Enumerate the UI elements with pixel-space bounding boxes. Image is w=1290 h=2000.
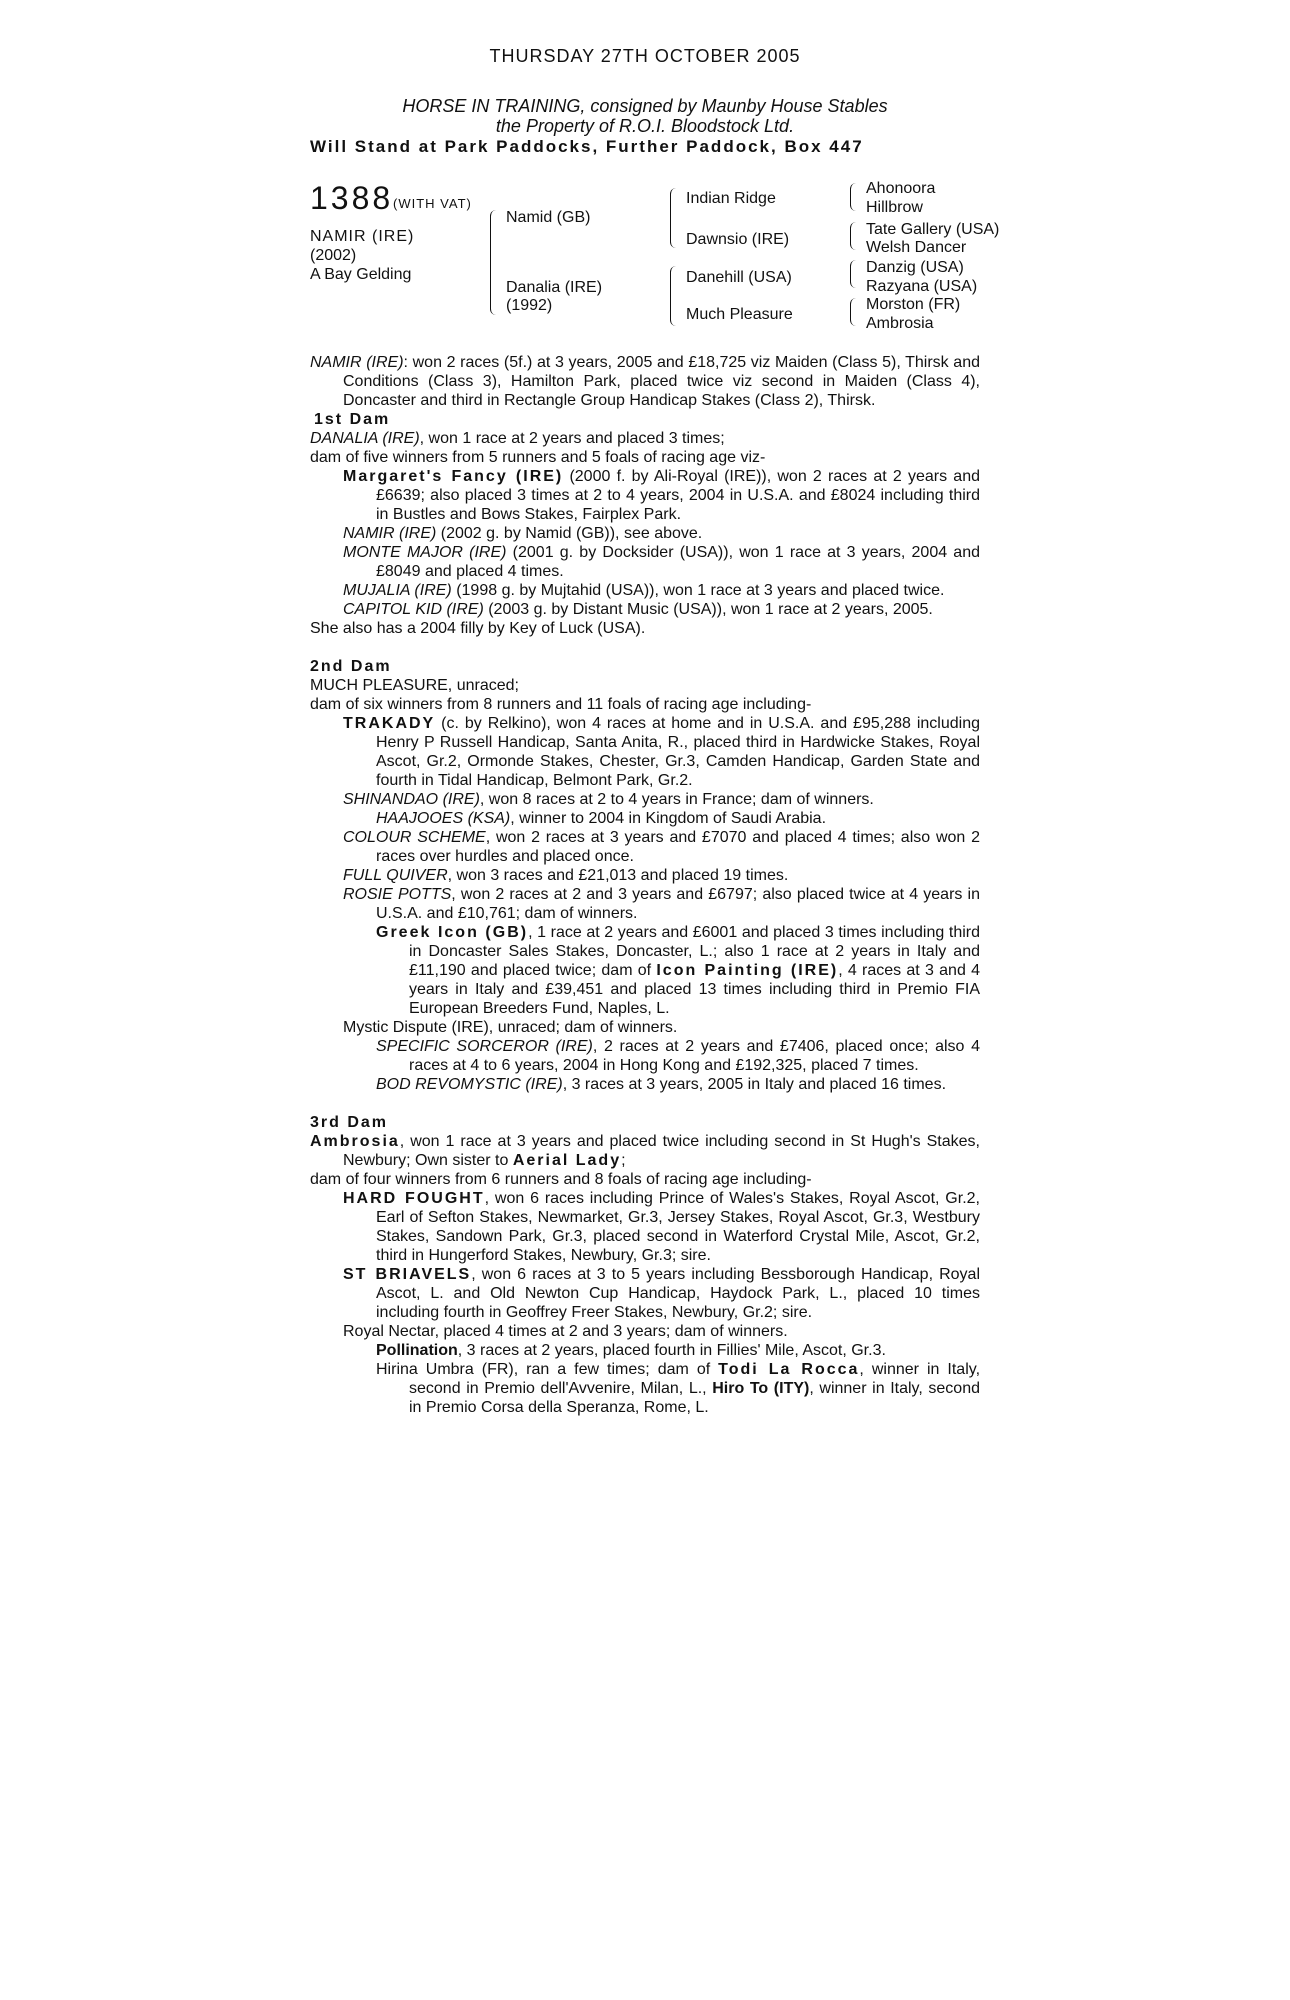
first-dam-heading: 1st Dam — [314, 411, 391, 428]
produce-namir: NAMIR (IRE) (2002 g. by Namid (GB)), see above. — [343, 525, 703, 542]
pedigree-ddd: Ambrosia — [866, 315, 934, 332]
pedigree-brace-1 — [490, 210, 499, 315]
third-dam-line: Ambrosia, won 1 race at 3 years and placed twice including second in St Hugh's Stakes, Newbury; Own sister to Aerial Lady; — [310, 1133, 980, 1169]
namir-record: NAMIR (IRE): won 2 races (5f.) at 3 years, 2005 and £18,725 viz Maiden (Class 5), Thirsk and Conditions (Class 3), Hamilton Park, placed twice viz second in Maiden (Class 4), Doncaster and third in Rectangle Group Handicap Stakes (Class 2), Thirsk. — [310, 354, 981, 409]
pedigree-dds: Morston (FR) — [866, 296, 961, 313]
produce-royal-nectar: Royal Nectar, placed 4 times at 2 and 3 years; dam of winners. — [343, 1323, 788, 1340]
produce-specific-sorceror: SPECIFIC SORCEROR (IRE), 2 races at 2 years and £7406, placed once; also 4 races at 4 to 6 years, 2004 in Hong Kong and £192,325, placed 7 times. — [376, 1038, 981, 1074]
produce-colour-scheme: COLOUR SCHEME, won 2 races at 3 years and £7070 and placed 4 times; also won 2 races over hurdles and placed once. — [343, 829, 980, 865]
pedigree-sire-dam: Dawnsio (IRE) — [686, 231, 790, 248]
pedigree-ssd: Hillbrow — [866, 199, 923, 216]
produce-mujalia: MUJALIA (IRE) (1998 g. by Mujtahid (USA)), won 1 race at 3 years and placed twice. — [343, 582, 945, 599]
produce-pollination: Pollination, 3 races at 2 years, placed fourth in Fillies' Mile, Ascot, Gr.3. — [376, 1342, 886, 1359]
produce-capitol-kid: CAPITOL KID (IRE) (2003 g. by Distant Music (USA)), won 1 race at 2 years, 2005. — [343, 601, 933, 618]
second-dam-heading: 2nd Dam — [310, 658, 392, 675]
pedigree-dam-year: (1992) — [506, 297, 553, 314]
produce-st-briavels: ST BRIAVELS, won 6 races at 3 to 5 years including Bessborough Handicap, Royal Ascot, L. and Old Newton Cup Handicap, Haydock Park, L., placed 10 times including fourth in Geoffrey Freer Stakes, Newbury, Gr.2; sire. — [343, 1266, 980, 1321]
pedigree-dam: Danalia (IRE) — [506, 279, 603, 296]
produce-mystic-dispute: Mystic Dispute (IRE), unraced; dam of winners. — [343, 1019, 678, 1036]
horse-description: A Bay Gelding — [310, 266, 412, 283]
pedigree-sds: Tate Gallery (USA) — [866, 221, 1000, 238]
pedigree-sdd: Welsh Dancer — [866, 239, 967, 256]
stand-line: Will Stand at Park Paddocks, Further Paddock, Box 447 — [310, 137, 864, 156]
first-dam-produce: dam of five winners from 5 runners and 5 foals of racing age viz- — [310, 449, 766, 466]
spacer — [310, 638, 980, 657]
pedigree-brace-2b — [670, 266, 678, 326]
horse-name: NAMIR (IRE) — [310, 228, 415, 245]
pedigree-brace-3c — [850, 260, 857, 288]
spacer — [310, 1094, 980, 1113]
lot-number: 1388 — [310, 180, 394, 216]
second-dam-produce: dam of six winners from 8 runners and 11 foals of racing age including- — [310, 696, 812, 713]
catalogue-body — [310, 353, 980, 1417]
sale-date: THURSDAY 27TH OCTOBER 2005 — [489, 46, 801, 66]
vat-note: (WITH VAT) — [393, 196, 472, 211]
property-line: the Property of R.O.I. Bloodstock Ltd. — [495, 116, 795, 136]
produce-bod-revomystic: BOD REVOMYSTIC (IRE), 3 races at 3 years, 2005 in Italy and placed 16 times. — [376, 1076, 947, 1093]
produce-full-quiver: FULL QUIVER, won 3 races and £21,013 and placed 19 times. — [343, 867, 789, 884]
pedigree-brace-3d — [850, 298, 857, 326]
consign-line: HORSE IN TRAINING, consigned by Maunby House Stables — [402, 96, 888, 116]
produce-shinandao: SHINANDAO (IRE), won 8 races at 2 to 4 years in France; dam of winners. — [343, 791, 874, 808]
second-dam-line: MUCH PLEASURE, unraced; — [310, 677, 519, 694]
first-dam-line: DANALIA (IRE), won 1 race at 2 years and placed 3 times; — [310, 430, 725, 447]
produce-monte-major: MONTE MAJOR (IRE) (2001 g. by Docksider (USA)), won 1 race at 3 years, 2004 and £8049 and placed 4 times. — [343, 544, 981, 580]
filly-note: She also has a 2004 filly by Key of Luck (USA). — [310, 620, 646, 637]
pedigree-brace-2a — [670, 188, 678, 248]
pedigree-brace-3a — [850, 183, 857, 211]
third-dam-produce: dam of four winners from 6 runners and 8 foals of racing age including- — [310, 1171, 812, 1188]
produce-margarets-fancy: Margaret's Fancy (IRE) (2000 f. by Ali-Royal (IRE)), won 2 races at 2 years and £6639; also placed 3 times at 2 to 4 years, 2004 in U.S.A. and £8024 including third in Bustles and Bows Stakes, Fairplex Park. — [343, 468, 980, 523]
pedigree-dss: Danzig (USA) — [866, 259, 964, 276]
produce-hirina-umbra: Hirina Umbra (FR), ran a few times; dam of Todi La Rocca, winner in Italy, second in Premio dell'Avvenire, Milan, L., Hiro To (ITY), winner in Italy, second in Premio Corsa della Speranza, Rome, L. — [376, 1361, 981, 1416]
produce-hard-fought: HARD FOUGHT, won 6 races including Prince of Wales's Stakes, Royal Ascot, Gr.2, Earl of Sefton Stakes, Newmarket, Gr.3, Jersey Stakes, Royal Ascot, Gr.3, Westbury Stakes, Sandown Park, Gr.3, placed second in Waterford Crystal Mile, Ascot, Gr.2, third in Hungerford Stakes, Newbury, Gr.3; sire. — [343, 1190, 980, 1264]
produce-haajooes: HAAJOOES (KSA), winner to 2004 in Kingdom of Saudi Arabia. — [376, 810, 827, 827]
pedigree-dsd: Razyana (USA) — [866, 278, 978, 295]
pedigree-dam-sire: Danehill (USA) — [686, 269, 792, 286]
produce-greek-icon: Greek Icon (GB), 1 race at 2 years and £6001 and placed 3 times including third in Doncaster Sales Stakes, Doncaster, L.; also 1 race at 2 years in Italy and £11,190 and placed twice; dam of Icon Painting (IRE), 4 races at 3 and 4 years in Italy and £39,451 and placed 13 times including third in Premio FIA European Breeders Fund, Naples, L. — [376, 924, 980, 1017]
produce-rosie-potts: ROSIE POTTS, won 2 races at 2 and 3 years and £6797; also placed twice at 4 years in U.S.A. and £10,761; dam of winners. — [343, 886, 980, 922]
third-dam-heading: 3rd Dam — [310, 1114, 389, 1131]
pedigree-sire: Namid (GB) — [506, 209, 591, 226]
produce-trakady: TRAKADY (c. by Relkino), won 4 races at home and in U.S.A. and £95,288 including Henry P Russell Handicap, Santa Anita, R., placed third in Hardwicke Stakes, Royal Ascot, Gr.2, Ormonde Stakes, Chester, Gr.3, Camden Handicap, Garden State and fourth in Tidal Handicap, Belmont Park, Gr.2. — [343, 715, 980, 789]
pedigree-sss: Ahonoora — [866, 180, 936, 197]
horse-year: (2002) — [310, 247, 357, 264]
pedigree-brace-3b — [850, 222, 857, 250]
pedigree-sire-sire: Indian Ridge — [686, 190, 776, 207]
pedigree-dam-dam: Much Pleasure — [686, 306, 793, 323]
